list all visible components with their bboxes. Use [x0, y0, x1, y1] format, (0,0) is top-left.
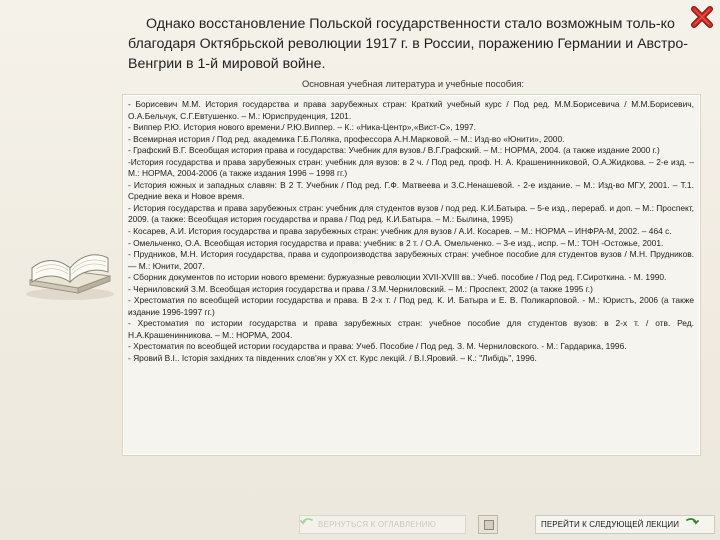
- forward-arrow-icon: [685, 516, 699, 534]
- stop-button[interactable]: [478, 515, 498, 534]
- list-item: - Прудников, М.Н. История государства, права и судопроизводства зарубежных стран: учебное пособие для студентов вузов / М.Н. Прудников. — М.: Юнити, 2007.: [128, 249, 694, 271]
- list-item: - Хрестоматия по всеобщей истории государства и права. В 2-х т. / Под ред. К. И. Батыра и Е. В. Поликарповой. - М.: Юристъ, 2006 (а также издание 1996-1997 гг.): [128, 295, 694, 317]
- back-to-contents-label: ВЕРНУТЬСЯ К ОГЛАВЛЕНИЮ: [318, 520, 437, 529]
- back-arrow-icon: [300, 516, 314, 534]
- list-item: - Борисевич М.М. История государства и права зарубежных стран: Краткий учебный курс / Под ред. М.М.Борисевича / М.М.Борисевич, О.А.Бельчук, С.Г.Евтушенко. – М.: Юриспруденция, 1201.: [128, 99, 694, 121]
- back-to-contents-button[interactable]: [299, 515, 466, 534]
- list-item: - Яровий В.І.. Історія західних та південних слов'ян у ХХ ст. Курс лекцій. / В.І.Яровий. – К.: "Либідь", 1996.: [128, 353, 537, 364]
- list-item: - Хрестоматия по всеобщей истории государства и права: Учеб. Пособие / Под ред. З. М. Черниловского. - М.: Гардарика, 1996.: [128, 341, 627, 352]
- references-list: [128, 99, 694, 365]
- next-lecture-label: ПЕРЕЙТИ К СЛЕДУЮЩЕЙ ЛЕКЦИИ: [541, 520, 680, 529]
- list-item: -История государства и права зарубежных стран: учебник для вузов: в 2 ч. / Под ред. проф. Н. А. Крашенинниковой, О.А.Жидкова. – 2-е изд. – М.: НОРМА, 2004-2006 (а также издания 1996 – 1998 гг.): [128, 156, 694, 179]
- list-item: - История южных и западных славян: В 2 Т. Учебник / Под ред. Г.Ф. Матвеева и З.С.Ненашевой. - 2-е издание. – М.: Изд-во МГУ, 2001. – Т.1. Средние века и Новое время.: [128, 179, 694, 202]
- references-heading: Основная учебная литература и учебные пособия:: [301, 78, 525, 89]
- list-item: - Всемирная история / Под ред. академика Г.Б.Поляка, профессора А.Н.Марковой. – М.: Изд-во «Юнити», 2000.: [128, 133, 565, 144]
- open-book-icon: [18, 228, 118, 303]
- list-item: - История государства и права зарубежных стран: учебник для студентов вузов / под ред. К.И.Батыра. – 5-е изд., перераб. и доп. – М.: Проспект, 2009. (а также: Всеобщая история государства и права / Под ред. К.И.Батыра. – М.: Былина, 1995): [128, 202, 694, 225]
- intro-paragraph: Однако восстановление Польской государственности стало возможным толь-ко благодаря Октябрьской революции 1917 г. в России, поражению Германии и Австро-Венгрии в 1-й мировой войне.: [128, 16, 689, 72]
- list-item: - Сборник документов по истории нового времени: буржуазные революции XVII-XVIII вв.: Учеб. пособие / Под ред. Г.Сироткина. - М. 1990.: [128, 272, 667, 283]
- list-item: - Графский В.Г. Всеобщая история права и государства: Учебник для вузов./ В.Г.Графский. – М.: НОРМА, 2004. (а также издание 2000 г.): [128, 145, 660, 156]
- list-item: - Черниловский З.М. Всеобщая история государства и права / З.М.Черниловский. – М.: Проспект, 2002 (а также 1995 г.): [128, 283, 593, 294]
- list-item: - Косарев, А.И. История государства и права зарубежных стран: учебник для вузов / А.И. Косарев. – М.: НОРМА – ИНФРА-М, 2002. – 464 с.: [128, 226, 672, 237]
- list-item: - Омельченко, О.А. Всеобщая история государства и права: учебник: в 2 т. / О.А. Омельченко. – 3-е изд., испр. – М.: ТОН -Остожье, 2001.: [128, 237, 664, 248]
- list-item: - Виппер Р.Ю. История нового времени./ Р.Ю.Виппер. – К.: «Ника-Центр»,«Вист-С», 1997.: [128, 122, 476, 133]
- next-lecture-button[interactable]: [535, 515, 715, 534]
- list-item: - Хрестоматия по истории государства и права зарубежных стран: учебное пособие для студентов вузов: в 2-х т. / отв. Ред. Н.А.Крашенинникова. – М.: НОРМА, 2004.: [128, 318, 694, 340]
